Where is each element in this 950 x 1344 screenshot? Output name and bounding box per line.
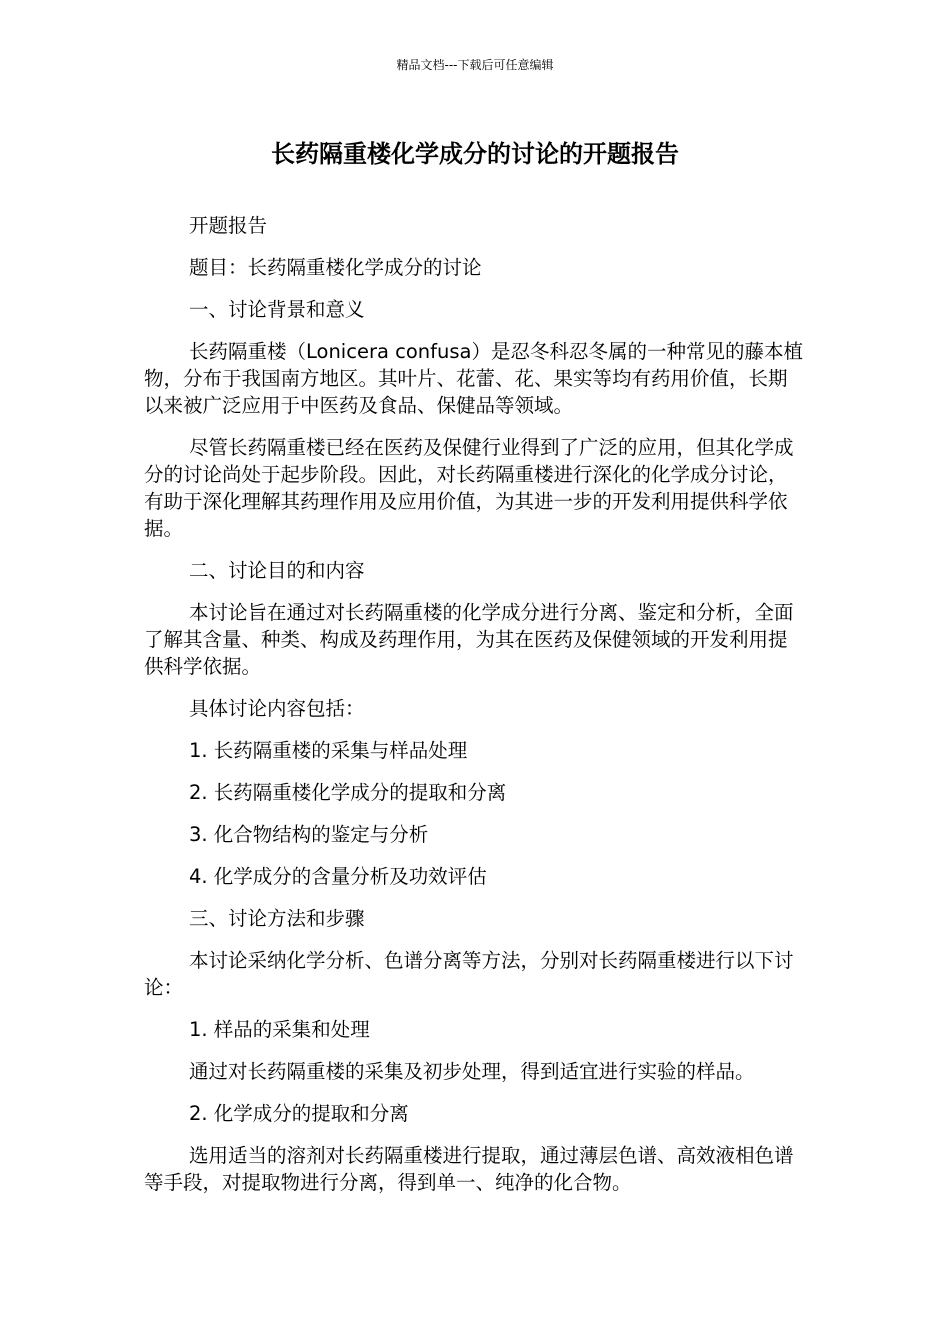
step-description: 选用适当的溶剂对长药隔重楼进行提取，通过薄层色谱、高效液相色谱等手段，对提取物进行分离，得到单一、纯净的化合物。 (144, 1144, 794, 1194)
paragraph-background-2: 尽管长药隔重楼已经在医药及保健行业得到了广泛的应用，但其化学成分的讨论尚处于起步阶段。因此，对长药隔重楼进行深化的化学成分讨论，有助于深化理解其药理作用及应用价值，为其进一步的开发利用提供科学依据。 (144, 436, 794, 540)
step-heading: 1. 样品的采集和处理 (189, 1018, 370, 1041)
step-description: 通过对长药隔重楼的采集及初步处理，得到适宜进行实验的样品。 (189, 1060, 755, 1083)
section-heading-methods: 三、讨论方法和步骤 (189, 907, 365, 930)
paragraph-topic: 题目：长药隔重楼化学成分的讨论 (189, 256, 482, 279)
paragraph-purpose: 本讨论旨在通过对长药隔重楼的化学成分进行分离、鉴定和分析，全面了解其含量、种类、构成及药理作用，为其在医药及保健领域的开发利用提供科学依据。 (144, 601, 794, 678)
list-item: 2. 长药隔重楼化学成分的提取和分离 (189, 781, 507, 804)
list-item: 3. 化合物结构的鉴定与分析 (189, 823, 429, 846)
document-title: 长药隔重楼化学成分的讨论的开题报告 (271, 140, 679, 168)
list-item: 1. 长药隔重楼的采集与样品处理 (189, 739, 468, 762)
paragraph-background-1: 长药隔重楼（Lonicera confusa）是忍冬科忍冬属的一种常见的藤本植物，分布于我国南方地区。其叶片、花蕾、花、果实等均有药用价值，长期以来被广泛应用于中医药及食品、保健品等领域。 (144, 340, 803, 417)
list-item: 4. 化学成分的含量分析及功效评估 (189, 865, 487, 888)
section-heading-purpose: 二、讨论目的和内容 (189, 559, 365, 582)
section-heading-background: 一、讨论背景和意义 (189, 298, 365, 321)
paragraph-content-intro: 具体讨论内容包括： (189, 697, 365, 720)
paragraph-report-label: 开题报告 (189, 214, 268, 237)
page-header: 精品文档---下载后可任意编辑 (396, 58, 554, 72)
step-heading: 2. 化学成分的提取和分离 (189, 1102, 409, 1125)
paragraph-methods-intro: 本讨论采纳化学分析、色谱分离等方法，分别对长药隔重楼进行以下讨论： (144, 949, 794, 999)
document-body (144, 212, 804, 1211)
